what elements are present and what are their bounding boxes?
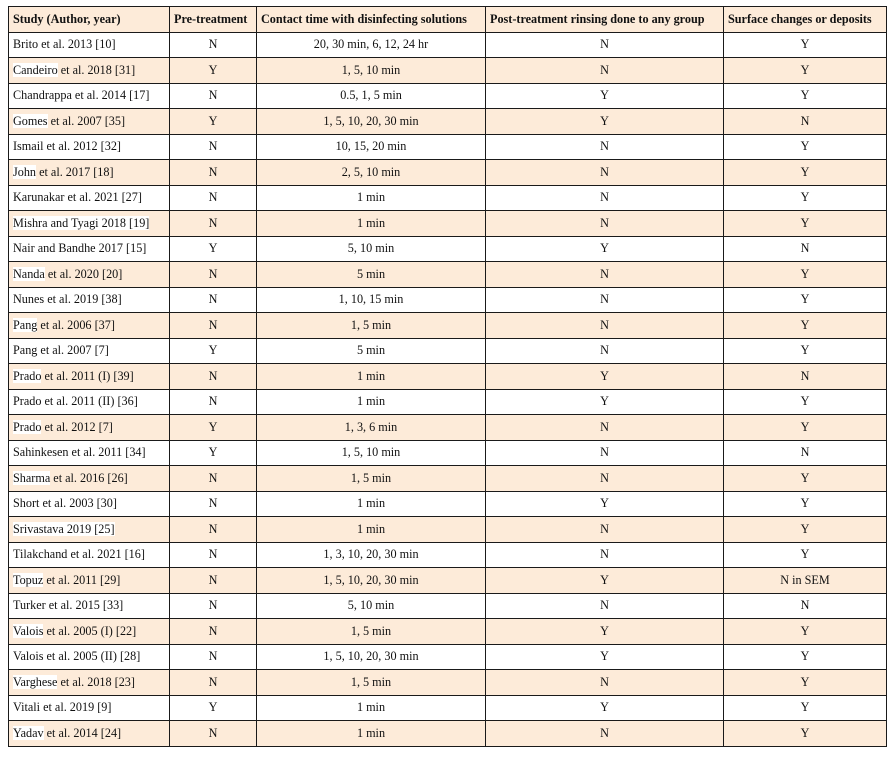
pre-treatment-cell: N <box>170 593 257 619</box>
pre-treatment-cell: N <box>170 134 257 160</box>
study-cell <box>9 109 170 135</box>
contact-time-cell: 0.5, 1, 5 min <box>257 83 486 109</box>
contact-time-cell: 1, 5, 10 min <box>257 58 486 84</box>
study-rest: et al. 2017 [18] <box>36 164 114 179</box>
table-row <box>9 58 887 84</box>
study-cell <box>9 364 170 390</box>
post-treatment-cell: Y <box>486 109 724 135</box>
post-treatment-cell: N <box>486 415 724 441</box>
surface-cell: Y <box>724 338 887 364</box>
post-treatment-cell: N <box>486 440 724 466</box>
post-treatment-cell: N <box>486 542 724 568</box>
contact-time-cell: 1 min <box>257 364 486 390</box>
study-cell: Nair and Bandhe 2017 [15] <box>9 236 170 262</box>
study-cell <box>9 262 170 288</box>
table-row <box>9 160 887 186</box>
pre-treatment-cell: N <box>170 83 257 109</box>
table-row <box>9 415 887 441</box>
study-highlight: Prado <box>13 368 42 383</box>
study-highlight: Mishra and Tyagi 2018 [19] <box>13 215 150 230</box>
pre-treatment-cell: Y <box>170 236 257 262</box>
pre-treatment-cell: N <box>170 542 257 568</box>
study-cell: Short et al. 2003 [30] <box>9 491 170 517</box>
table-row <box>9 517 887 543</box>
pre-treatment-cell: N <box>170 389 257 415</box>
table-row <box>9 389 887 415</box>
pre-treatment-cell: Y <box>170 109 257 135</box>
surface-cell: N <box>724 440 887 466</box>
surface-cell: N in SEM <box>724 568 887 594</box>
study-rest: et al. 2011 (I) [39] <box>41 368 134 383</box>
contact-time-cell: 5, 10 min <box>257 236 486 262</box>
contact-time-cell: 1, 5, 10, 20, 30 min <box>257 568 486 594</box>
study-cell <box>9 58 170 84</box>
study-cell: Vitali et al. 2019 [9] <box>9 695 170 721</box>
header-row <box>9 7 887 33</box>
contact-time-cell: 20, 30 min, 6, 12, 24 hr <box>257 32 486 58</box>
table-row <box>9 644 887 670</box>
table-row <box>9 440 887 466</box>
table-row <box>9 491 887 517</box>
study-highlight: John <box>13 164 37 179</box>
contact-time-cell: 1, 5 min <box>257 466 486 492</box>
surface-cell: Y <box>724 517 887 543</box>
post-treatment-cell: N <box>486 32 724 58</box>
pre-treatment-cell: N <box>170 287 257 313</box>
study-rest: et al. 2020 [20] <box>44 266 123 281</box>
contact-time-cell: 2, 5, 10 min <box>257 160 486 186</box>
study-highlight: Sharma <box>13 470 51 485</box>
post-treatment-cell: Y <box>486 364 724 390</box>
study-cell: Chandrappa et al. 2014 [17] <box>9 83 170 109</box>
surface-cell: Y <box>724 262 887 288</box>
study-cell: Pang et al. 2007 [7] <box>9 338 170 364</box>
pre-treatment-cell: Y <box>170 58 257 84</box>
table-row <box>9 262 887 288</box>
table-row <box>9 338 887 364</box>
post-treatment-cell: Y <box>486 644 724 670</box>
contact-time-cell: 1 min <box>257 185 486 211</box>
surface-cell: Y <box>724 32 887 58</box>
contact-time-cell: 1, 10, 15 min <box>257 287 486 313</box>
header-contact-time: Contact time with disinfecting solutions <box>257 7 486 33</box>
contact-time-cell: 1, 5, 10, 20, 30 min <box>257 644 486 670</box>
pre-treatment-cell: N <box>170 491 257 517</box>
study-cell <box>9 670 170 696</box>
table-row <box>9 287 887 313</box>
surface-cell: Y <box>724 466 887 492</box>
surface-cell: Y <box>724 287 887 313</box>
table-row <box>9 364 887 390</box>
table-row <box>9 568 887 594</box>
surface-cell: Y <box>724 619 887 645</box>
pre-treatment-cell: N <box>170 262 257 288</box>
pre-treatment-cell: Y <box>170 440 257 466</box>
studies-table <box>8 6 887 747</box>
surface-cell: Y <box>724 313 887 339</box>
table-row <box>9 211 887 237</box>
post-treatment-cell: Y <box>486 568 724 594</box>
study-cell: Nunes et al. 2019 [38] <box>9 287 170 313</box>
table-row <box>9 619 887 645</box>
study-rest: et al. 2016 [26] <box>50 470 128 485</box>
study-cell: Brito et al. 2013 [10] <box>9 32 170 58</box>
pre-treatment-cell: N <box>170 517 257 543</box>
contact-time-cell: 10, 15, 20 min <box>257 134 486 160</box>
header-pre-treatment: Pre-treatment <box>170 7 257 33</box>
pre-treatment-cell: Y <box>170 338 257 364</box>
study-cell <box>9 517 170 543</box>
post-treatment-cell: N <box>486 134 724 160</box>
contact-time-cell: 1, 3, 6 min <box>257 415 486 441</box>
study-cell <box>9 568 170 594</box>
table-row <box>9 109 887 135</box>
surface-cell: Y <box>724 721 887 747</box>
header-surface-changes: Surface changes or deposits <box>724 7 887 33</box>
contact-time-cell: 1, 5 min <box>257 313 486 339</box>
study-highlight: Nanda <box>13 266 45 281</box>
contact-time-cell: 1, 5, 10 min <box>257 440 486 466</box>
surface-cell: N <box>724 236 887 262</box>
post-treatment-cell: N <box>486 593 724 619</box>
study-rest: et al. 2018 [23] <box>57 674 135 689</box>
surface-cell: Y <box>724 185 887 211</box>
post-treatment-cell: N <box>486 160 724 186</box>
surface-cell: N <box>724 593 887 619</box>
pre-treatment-cell: N <box>170 211 257 237</box>
study-cell: Valois et al. 2005 (II) [28] <box>9 644 170 670</box>
table-row <box>9 670 887 696</box>
contact-time-cell: 1, 5 min <box>257 670 486 696</box>
surface-cell: Y <box>724 415 887 441</box>
post-treatment-cell: Y <box>486 491 724 517</box>
table-row <box>9 134 887 160</box>
contact-time-cell: 1, 5, 10, 20, 30 min <box>257 109 486 135</box>
study-highlight: Pang <box>13 317 38 332</box>
pre-treatment-cell: N <box>170 670 257 696</box>
table-row <box>9 695 887 721</box>
surface-cell: Y <box>724 695 887 721</box>
surface-cell: Y <box>724 644 887 670</box>
post-treatment-cell: N <box>486 721 724 747</box>
pre-treatment-cell: N <box>170 313 257 339</box>
contact-time-cell: 5 min <box>257 338 486 364</box>
study-cell <box>9 619 170 645</box>
table-row <box>9 83 887 109</box>
study-rest: et al. 2014 [24] <box>43 725 122 740</box>
post-treatment-cell: N <box>486 185 724 211</box>
post-treatment-cell: N <box>486 338 724 364</box>
header-study: Study (Author, year) <box>9 7 170 33</box>
surface-cell: Y <box>724 134 887 160</box>
table-row <box>9 32 887 58</box>
post-treatment-cell: N <box>486 670 724 696</box>
study-highlight: Topuz <box>13 572 44 587</box>
surface-cell: N <box>724 109 887 135</box>
surface-cell: Y <box>724 389 887 415</box>
post-treatment-cell: Y <box>486 236 724 262</box>
contact-time-cell: 1 min <box>257 721 486 747</box>
surface-cell: Y <box>724 58 887 84</box>
study-cell <box>9 721 170 747</box>
study-cell: Turker et al. 2015 [33] <box>9 593 170 619</box>
table-row <box>9 721 887 747</box>
post-treatment-cell: Y <box>486 83 724 109</box>
study-highlight: Gomes <box>13 113 48 128</box>
pre-treatment-cell: N <box>170 568 257 594</box>
study-rest: et al. 2012 [7] <box>41 419 113 434</box>
post-treatment-cell: N <box>486 262 724 288</box>
surface-cell: Y <box>724 83 887 109</box>
study-highlight: Candeiro <box>13 62 58 77</box>
surface-cell: Y <box>724 160 887 186</box>
study-cell: Tilakchand et al. 2021 [16] <box>9 542 170 568</box>
study-highlight: Srivastava 2019 [25] <box>13 521 115 536</box>
study-cell <box>9 415 170 441</box>
surface-cell: Y <box>724 491 887 517</box>
contact-time-cell: 5, 10 min <box>257 593 486 619</box>
surface-cell: Y <box>724 211 887 237</box>
pre-treatment-cell: N <box>170 185 257 211</box>
contact-time-cell: 5 min <box>257 262 486 288</box>
study-cell <box>9 160 170 186</box>
post-treatment-cell: Y <box>486 389 724 415</box>
contact-time-cell: 1 min <box>257 211 486 237</box>
study-cell: Prado et al. 2011 (II) [36] <box>9 389 170 415</box>
pre-treatment-cell: N <box>170 721 257 747</box>
contact-time-cell: 1 min <box>257 491 486 517</box>
post-treatment-cell: Y <box>486 695 724 721</box>
study-highlight: Varghese <box>13 674 58 689</box>
post-treatment-cell: N <box>486 58 724 84</box>
post-treatment-cell: N <box>486 517 724 543</box>
post-treatment-cell: N <box>486 287 724 313</box>
study-cell <box>9 211 170 237</box>
study-rest: et al. 2005 (I) [22] <box>43 623 137 638</box>
surface-cell: N <box>724 364 887 390</box>
table-row <box>9 313 887 339</box>
surface-cell: Y <box>724 670 887 696</box>
post-treatment-cell: N <box>486 466 724 492</box>
contact-time-cell: 1, 3, 10, 20, 30 min <box>257 542 486 568</box>
surface-cell: Y <box>724 542 887 568</box>
study-rest: et al. 2007 [35] <box>47 113 126 128</box>
table-row <box>9 466 887 492</box>
study-cell: Ismail et al. 2012 [32] <box>9 134 170 160</box>
study-highlight: Valois <box>13 623 44 638</box>
study-highlight: Prado <box>13 419 42 434</box>
header-post-treatment: Post-treatment rinsing done to any group <box>486 7 724 33</box>
study-highlight: Yadav <box>13 725 44 740</box>
pre-treatment-cell: N <box>170 619 257 645</box>
post-treatment-cell: Y <box>486 619 724 645</box>
study-cell <box>9 466 170 492</box>
contact-time-cell: 1 min <box>257 517 486 543</box>
study-rest: et al. 2018 [31] <box>57 62 136 77</box>
post-treatment-cell: N <box>486 313 724 339</box>
contact-time-cell: 1, 5 min <box>257 619 486 645</box>
contact-time-cell: 1 min <box>257 695 486 721</box>
pre-treatment-cell: Y <box>170 415 257 441</box>
pre-treatment-cell: N <box>170 160 257 186</box>
study-rest: et al. 2006 [37] <box>37 317 115 332</box>
table-row <box>9 542 887 568</box>
pre-treatment-cell: N <box>170 644 257 670</box>
pre-treatment-cell: N <box>170 32 257 58</box>
pre-treatment-cell: N <box>170 364 257 390</box>
study-cell: Sahinkesen et al. 2011 [34] <box>9 440 170 466</box>
post-treatment-cell: N <box>486 211 724 237</box>
table-row <box>9 185 887 211</box>
contact-time-cell: 1 min <box>257 389 486 415</box>
pre-treatment-cell: Y <box>170 695 257 721</box>
study-cell <box>9 313 170 339</box>
table-row <box>9 236 887 262</box>
table-row <box>9 593 887 619</box>
pre-treatment-cell: N <box>170 466 257 492</box>
study-cell: Karunakar et al. 2021 [27] <box>9 185 170 211</box>
study-rest: et al. 2011 [29] <box>43 572 121 587</box>
